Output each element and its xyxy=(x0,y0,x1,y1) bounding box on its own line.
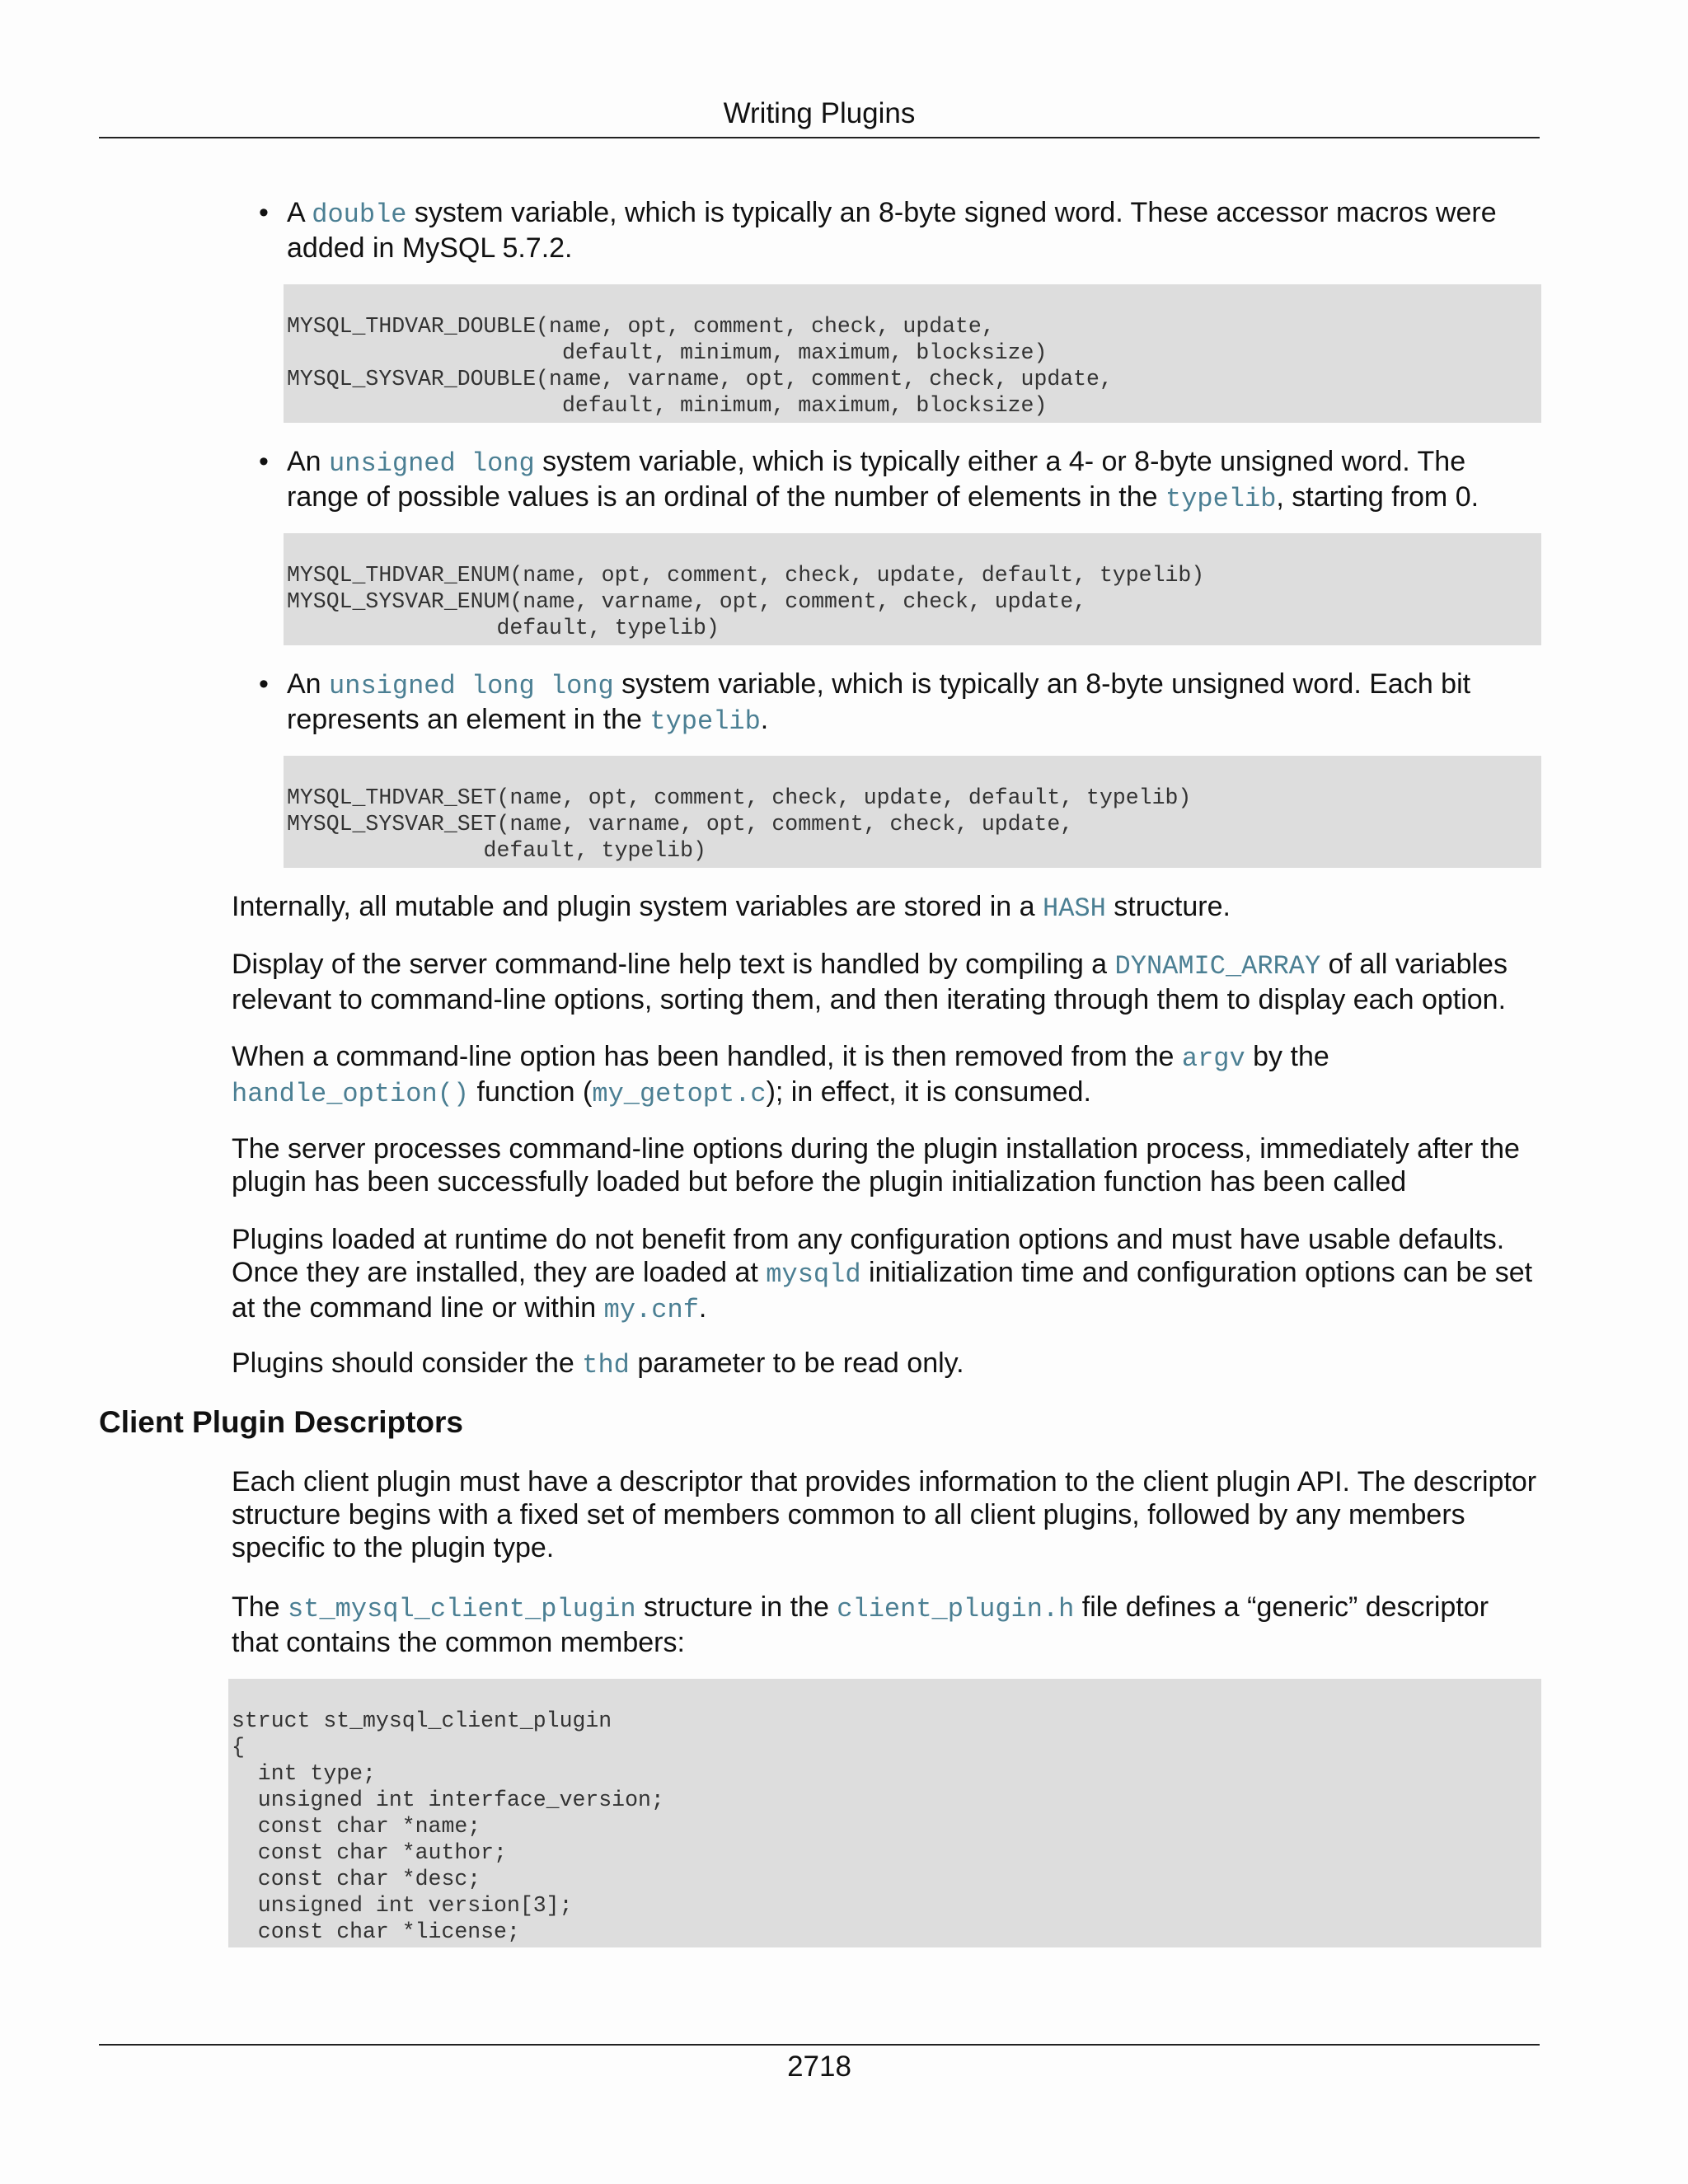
inline-code: thd xyxy=(582,1350,630,1380)
text: file defines a “generic” descriptor that contains the common members: xyxy=(232,1591,1489,1658)
text: ); in effect, it is consumed. xyxy=(766,1076,1091,1108)
inline-code: my_getopt.c xyxy=(592,1079,767,1109)
text: Display of the server command-line help text is handled by compiling a xyxy=(232,949,1115,980)
section-heading: Client Plugin Descriptors xyxy=(99,1405,464,1439)
running-header: Writing Plugins xyxy=(723,97,916,129)
text: function ( xyxy=(469,1076,593,1108)
text: . xyxy=(698,1292,707,1324)
bullet-text-pre: A xyxy=(287,197,312,228)
bullet-item-double xyxy=(259,196,1545,265)
header-rule xyxy=(99,137,1540,138)
text: Plugins should consider the xyxy=(232,1347,583,1379)
text: Plugins loaded at runtime do not benefit from any configuration options and must have usable defaults. Once they are installed, they are loaded at xyxy=(232,1224,1505,1288)
inline-code: argv xyxy=(1181,1043,1245,1074)
text: structure. xyxy=(1105,891,1231,922)
bullet-text-mid: system variable, which is typically an 8-byte unsigned word. Each bit represents an element in the xyxy=(287,668,1471,735)
bullet-text-post: . xyxy=(760,704,769,735)
text: When a command-line option has been handled, it is then removed from the xyxy=(232,1041,1182,1072)
page-number: 2718 xyxy=(787,2050,851,2083)
code-block-double: MYSQL_THDVAR_DOUBLE(name, opt, comment, check, update, default, minimum, maximum, blocksize) MYSQL_SYSVAR_DOUBLE(name, varname, opt, comment, check, update, default, minimum, maximum, blocksize) xyxy=(284,284,1541,423)
paragraph-runtime-plugins xyxy=(232,1223,1542,1327)
inline-code: double xyxy=(312,199,407,230)
inline-code: my.cnf xyxy=(603,1295,699,1325)
code-block-struct: struct st_mysql_client_plugin { int type; unsigned int interface_version; const char *name; const char *author; const char *desc; unsigned int version[3]; const char *license; xyxy=(228,1679,1541,1947)
text: by the xyxy=(1245,1041,1329,1072)
bullet-marker: • xyxy=(259,446,269,477)
inline-code: handle_option() xyxy=(232,1079,470,1109)
code-block-set: MYSQL_THDVAR_SET(name, opt, comment, check, update, default, typelib) MYSQL_SYSVAR_SET(name, varname, opt, comment, check, update, default, typelib) xyxy=(284,756,1541,868)
paragraph-dynamic-array xyxy=(232,948,1542,1016)
bullet-marker: • xyxy=(259,197,269,228)
paragraph-descriptor-intro: Each client plugin must have a descriptor that provides information to the client plugin API. The descriptor structure begins with a fixed set of members common to all client plugins, followed by any members specific to the plugin type. xyxy=(232,1466,1537,1563)
code-block-enum: MYSQL_THDVAR_ENUM(name, opt, comment, check, update, default, typelib) MYSQL_SYSVAR_ENUM(name, varname, opt, comment, check, update, default, typelib) xyxy=(284,533,1541,645)
text: parameter to be read only. xyxy=(629,1347,964,1379)
paragraph-hash xyxy=(232,890,1542,926)
inline-code: st_mysql_client_plugin xyxy=(288,1594,636,1624)
bullet-text-mid: system variable, which is typically either a 4- or 8-byte unsigned word. The range of possible values is an ordinal of the number of elements in the xyxy=(287,446,1466,513)
paragraph-generic-descriptor xyxy=(232,1591,1542,1659)
inline-code: client_plugin.h xyxy=(837,1594,1075,1624)
bullet-text-post: , starting from 0. xyxy=(1276,481,1479,513)
bullet-item-set xyxy=(259,668,1545,738)
inline-code: typelib xyxy=(649,706,761,737)
bullet-text-pre: An xyxy=(287,446,330,477)
text: structure in the xyxy=(635,1591,837,1623)
paragraph-thd xyxy=(232,1347,1542,1382)
inline-code: unsigned long xyxy=(329,448,535,479)
footer-rule xyxy=(99,2044,1540,2046)
paragraph-server-processes: The server processes command-line options during the plugin installation process, immediately after the plugin has been successfully loaded but before the plugin initialization function has been called xyxy=(232,1133,1520,1197)
text: initialization time and configuration options can be set at the command line or within xyxy=(232,1257,1533,1324)
inline-code: HASH xyxy=(1043,893,1106,924)
bullet-marker: • xyxy=(259,668,269,700)
text: The xyxy=(232,1591,288,1623)
inline-code: typelib xyxy=(1165,484,1277,514)
bullet-item-enum xyxy=(259,445,1545,516)
text: Internally, all mutable and plugin system variables are stored in a xyxy=(232,891,1043,922)
bullet-text-post: system variable, which is typically an 8-byte signed word. These accessor macros were added in MySQL 5.7.2. xyxy=(287,197,1497,264)
bullet-text-pre: An xyxy=(287,668,330,700)
paragraph-argv xyxy=(232,1040,1542,1111)
inline-code: unsigned long long xyxy=(329,671,614,701)
inline-code: mysqld xyxy=(766,1259,861,1290)
inline-code: DYNAMIC_ARRAY xyxy=(1114,951,1321,982)
text: of all variables relevant to command-line options, sorting them, and then iterating through them to display each option. xyxy=(232,949,1507,1015)
